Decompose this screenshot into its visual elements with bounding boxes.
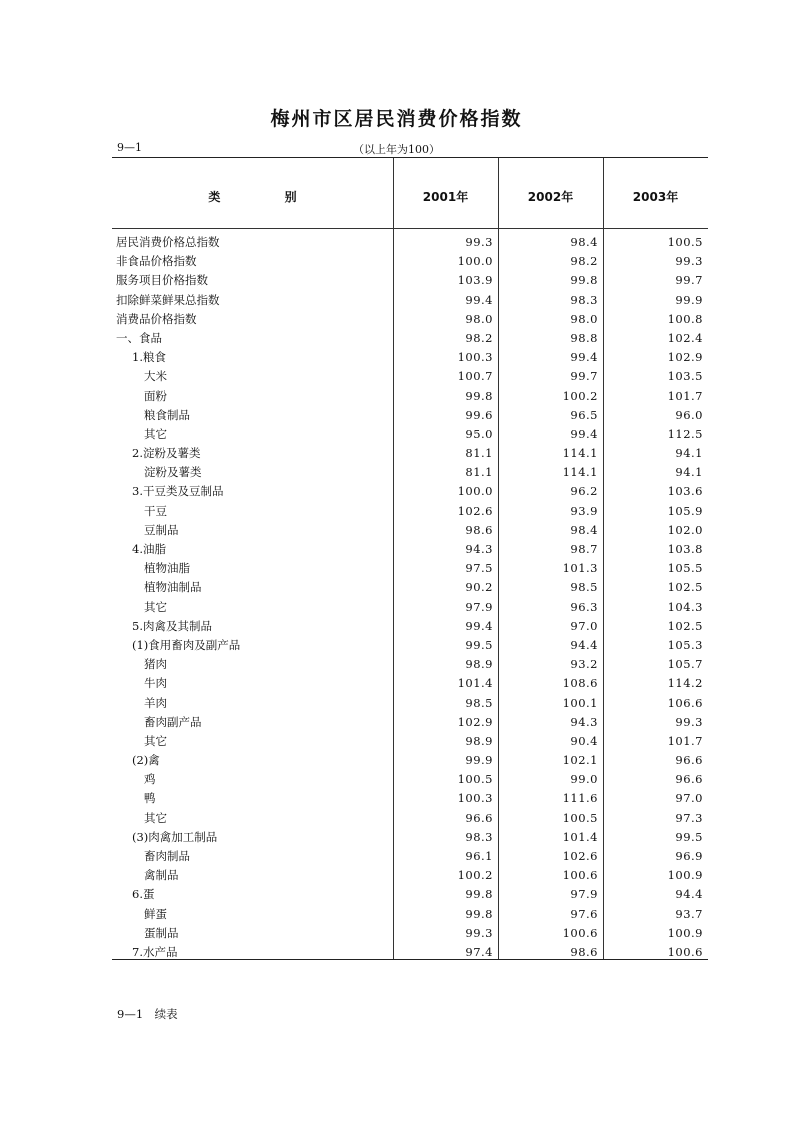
- row-value-v3: 94.4: [675, 887, 703, 902]
- table-row: [112, 598, 708, 617]
- row-category: 其它: [144, 733, 167, 748]
- row-value-v2: 99.4: [570, 426, 598, 441]
- row-category: 1.粮食: [132, 350, 166, 365]
- row-value-v3: 105.3: [667, 637, 703, 652]
- row-category: 植物油脂: [144, 561, 190, 576]
- row-value-v2: 93.2: [570, 657, 598, 672]
- row-category: 牛肉: [144, 676, 167, 691]
- row-category: 蛋制品: [144, 925, 179, 940]
- table-row: [112, 770, 708, 789]
- row-category: 其它: [144, 810, 167, 825]
- row-value-v2: 98.8: [570, 330, 598, 345]
- row-value-v1: 94.3: [465, 542, 493, 556]
- row-category: 大米: [144, 369, 167, 384]
- table-row: [112, 924, 708, 943]
- table-code: 9—1: [117, 141, 142, 154]
- row-value-v3: 97.3: [675, 810, 703, 825]
- row-value-v1: 99.6: [465, 407, 493, 422]
- row-category: 扣除鲜菜鲜果总指数: [116, 292, 220, 307]
- row-value-v2: 100.5: [562, 810, 598, 825]
- row-value-v1: 99.3: [465, 235, 493, 249]
- row-category: 5.肉禽及其制品: [132, 618, 212, 633]
- row-value-v3: 114.2: [667, 676, 703, 691]
- row-category: 禽制品: [144, 868, 179, 883]
- row-value-v1: 90.2: [465, 580, 493, 595]
- table-row: [112, 271, 708, 290]
- row-value-v3: 100.9: [667, 925, 703, 940]
- row-category: 6.蛋: [132, 887, 155, 902]
- table-row: [112, 291, 708, 310]
- row-value-v3: 99.9: [675, 292, 703, 307]
- row-value-v2: 98.4: [570, 522, 598, 537]
- table-row: [112, 655, 708, 674]
- table-row: [112, 329, 708, 348]
- row-category: 一、食品: [116, 330, 162, 345]
- table-row: [112, 694, 708, 713]
- table-row: [112, 732, 708, 751]
- table-row: [112, 885, 708, 904]
- row-category: 干豆: [144, 503, 167, 518]
- row-value-v2: 90.4: [570, 733, 598, 748]
- row-category: (3)肉禽加工制品: [132, 829, 218, 844]
- page-title: 梅州市区居民消费价格指数: [270, 108, 523, 130]
- row-value-v3: 96.6: [675, 753, 703, 768]
- row-value-v3: 105.7: [667, 657, 703, 672]
- row-value-v1: 99.4: [465, 292, 493, 307]
- row-value-v1: 95.0: [465, 426, 493, 441]
- row-value-v2: 100.6: [562, 868, 598, 883]
- row-value-v3: 102.0: [667, 522, 703, 537]
- row-value-v3: 103.8: [667, 542, 703, 556]
- row-value-v3: 102.4: [667, 330, 703, 345]
- table-row: [112, 789, 708, 808]
- row-value-v1: 100.0: [457, 484, 493, 499]
- row-value-v1: 97.5: [465, 561, 493, 576]
- row-value-v1: 100.3: [457, 350, 493, 365]
- row-value-v3: 105.9: [667, 503, 703, 518]
- row-value-v3: 100.6: [667, 944, 703, 959]
- table-row: [112, 502, 708, 521]
- row-value-v3: 96.0: [675, 407, 703, 422]
- row-value-v3: 94.1: [675, 465, 703, 480]
- row-value-v1: 97.9: [465, 599, 493, 614]
- row-category: 其它: [144, 599, 167, 614]
- table-row: [112, 866, 708, 885]
- row-value-v2: 98.3: [570, 292, 598, 307]
- row-value-v2: 96.2: [570, 484, 598, 499]
- row-value-v2: 99.0: [570, 772, 598, 787]
- base-year-note: （以上年为100）: [353, 143, 440, 156]
- row-category: 居民消费价格总指数: [116, 235, 220, 249]
- row-value-v2: 97.0: [570, 618, 598, 633]
- table-row: [112, 406, 708, 425]
- row-value-v3: 100.5: [667, 235, 703, 249]
- row-value-v2: 102.6: [562, 849, 598, 863]
- row-value-v3: 101.7: [667, 388, 703, 403]
- row-category: 鸭: [144, 791, 156, 806]
- row-value-v2: 96.3: [570, 599, 598, 614]
- row-category: (2)禽: [132, 753, 160, 768]
- row-value-v3: 97.0: [675, 791, 703, 806]
- row-value-v2: 99.8: [570, 273, 598, 288]
- row-value-v2: 93.9: [570, 503, 598, 518]
- row-category: 其它: [144, 426, 167, 441]
- row-category: 植物油制品: [144, 580, 202, 595]
- row-value-v3: 103.5: [667, 369, 703, 384]
- table-row: [112, 578, 708, 597]
- table-row: [112, 463, 708, 482]
- row-category: 畜肉制品: [144, 849, 190, 863]
- row-value-v3: 112.5: [667, 426, 703, 441]
- row-category: 2.淀粉及薯类: [132, 446, 201, 461]
- row-value-v1: 101.4: [457, 676, 493, 691]
- table-row: [112, 674, 708, 693]
- table-row: [112, 617, 708, 636]
- header-year-2003: 2003年: [632, 190, 679, 204]
- row-category: 羊肉: [144, 695, 167, 710]
- row-value-v1: 98.9: [465, 733, 493, 748]
- table-row: [112, 540, 708, 559]
- row-value-v2: 98.6: [570, 944, 598, 959]
- row-category: 非食品价格指数: [116, 254, 197, 269]
- row-value-v2: 114.1: [562, 446, 598, 461]
- row-value-v1: 100.3: [457, 791, 493, 806]
- row-value-v1: 96.6: [465, 810, 493, 825]
- row-value-v2: 98.0: [570, 311, 598, 326]
- row-value-v1: 99.8: [465, 388, 493, 403]
- row-category: 服务项目价格指数: [116, 273, 208, 288]
- row-value-v2: 96.5: [570, 407, 598, 422]
- table-row: [112, 367, 708, 386]
- header-divider: [112, 228, 708, 229]
- table-row: [112, 387, 708, 406]
- header-year-2001: 2001年: [422, 190, 469, 204]
- row-value-v1: 96.1: [465, 849, 493, 863]
- row-value-v1: 97.4: [465, 944, 493, 959]
- continued-label: 9—1 续表: [117, 1007, 178, 1021]
- row-value-v1: 103.9: [457, 273, 493, 288]
- row-category: 4.油脂: [132, 542, 166, 556]
- table-row: [112, 233, 708, 252]
- row-value-v3: 102.5: [667, 580, 703, 595]
- table-row: [112, 444, 708, 463]
- header-category: 类 别: [208, 190, 327, 204]
- table-row: [112, 310, 708, 329]
- row-value-v3: 93.7: [675, 906, 703, 921]
- row-category: 3.干豆类及豆制品: [132, 484, 224, 499]
- row-value-v1: 100.0: [457, 254, 493, 269]
- row-value-v3: 104.3: [667, 599, 703, 614]
- row-category: 淀粉及薯类: [144, 465, 202, 480]
- row-value-v1: 100.5: [457, 772, 493, 787]
- row-value-v1: 99.4: [465, 618, 493, 633]
- row-value-v1: 98.2: [465, 330, 493, 345]
- row-value-v3: 100.9: [667, 868, 703, 883]
- row-category: 猪肉: [144, 657, 167, 672]
- row-category: 粮食制品: [144, 407, 190, 422]
- table-row: [112, 943, 708, 962]
- row-value-v2: 100.6: [562, 925, 598, 940]
- row-value-v2: 98.7: [570, 542, 598, 556]
- row-value-v2: 97.6: [570, 906, 598, 921]
- row-value-v3: 99.5: [675, 829, 703, 844]
- row-value-v1: 99.8: [465, 887, 493, 902]
- row-value-v3: 99.3: [675, 254, 703, 269]
- row-value-v2: 108.6: [562, 676, 598, 691]
- row-value-v2: 97.9: [570, 887, 598, 902]
- row-value-v1: 99.3: [465, 925, 493, 940]
- row-value-v2: 101.4: [562, 829, 598, 844]
- row-value-v3: 102.5: [667, 618, 703, 633]
- row-value-v3: 96.9: [675, 849, 703, 863]
- row-value-v1: 102.9: [457, 714, 493, 729]
- row-value-v3: 100.8: [667, 311, 703, 326]
- row-value-v3: 94.1: [675, 446, 703, 461]
- row-value-v1: 98.0: [465, 311, 493, 326]
- row-category: 面粉: [144, 388, 167, 403]
- row-value-v1: 98.6: [465, 522, 493, 537]
- row-value-v2: 99.7: [570, 369, 598, 384]
- row-value-v2: 114.1: [562, 465, 598, 480]
- table-row: [112, 847, 708, 866]
- row-value-v1: 98.9: [465, 657, 493, 672]
- table-row: [112, 521, 708, 540]
- row-value-v1: 99.8: [465, 906, 493, 921]
- row-value-v2: 94.3: [570, 714, 598, 729]
- table-row: [112, 809, 708, 828]
- row-value-v2: 94.4: [570, 637, 598, 652]
- row-value-v3: 99.7: [675, 273, 703, 288]
- row-value-v2: 101.3: [562, 561, 598, 576]
- row-value-v1: 100.2: [457, 868, 493, 883]
- row-value-v2: 98.2: [570, 254, 598, 269]
- row-value-v1: 99.5: [465, 637, 493, 652]
- table-row: [112, 636, 708, 655]
- table-row: [112, 828, 708, 847]
- table-row: [112, 905, 708, 924]
- row-category: 鲜蛋: [144, 906, 167, 921]
- row-value-v1: 102.6: [457, 503, 493, 518]
- row-value-v2: 99.4: [570, 350, 598, 365]
- table-row: [112, 348, 708, 367]
- row-value-v3: 96.6: [675, 772, 703, 787]
- table-row: [112, 482, 708, 501]
- row-value-v1: 100.7: [457, 369, 493, 384]
- row-category: 鸡: [144, 772, 156, 787]
- row-value-v3: 99.3: [675, 714, 703, 729]
- table-row: [112, 425, 708, 444]
- table-row: [112, 559, 708, 578]
- row-value-v3: 106.6: [667, 695, 703, 710]
- row-value-v2: 102.1: [562, 753, 598, 768]
- row-value-v1: 98.3: [465, 829, 493, 844]
- table-body: [112, 233, 708, 962]
- table-row: [112, 713, 708, 732]
- row-value-v1: 98.5: [465, 695, 493, 710]
- row-value-v3: 101.7: [667, 733, 703, 748]
- row-category: 豆制品: [144, 522, 179, 537]
- row-value-v3: 105.5: [667, 561, 703, 576]
- price-index-table: [112, 157, 708, 960]
- row-value-v2: 98.5: [570, 580, 598, 595]
- table-row: [112, 252, 708, 271]
- row-value-v2: 100.1: [562, 695, 598, 710]
- row-value-v3: 102.9: [667, 350, 703, 365]
- row-value-v1: 81.1: [465, 446, 493, 461]
- header-year-2002: 2002年: [527, 190, 574, 204]
- row-value-v1: 99.9: [465, 753, 493, 768]
- table-row: [112, 751, 708, 770]
- row-category: 7.水产品: [132, 944, 178, 959]
- row-value-v2: 100.2: [562, 388, 598, 403]
- row-value-v2: 111.6: [562, 791, 598, 806]
- row-value-v2: 98.4: [570, 235, 598, 249]
- row-category: (1)食用畜肉及副产品: [132, 637, 241, 652]
- row-category: 畜肉副产品: [144, 714, 202, 729]
- row-value-v1: 81.1: [465, 465, 493, 480]
- row-category: 消费品价格指数: [116, 311, 197, 326]
- row-value-v3: 103.6: [667, 484, 703, 499]
